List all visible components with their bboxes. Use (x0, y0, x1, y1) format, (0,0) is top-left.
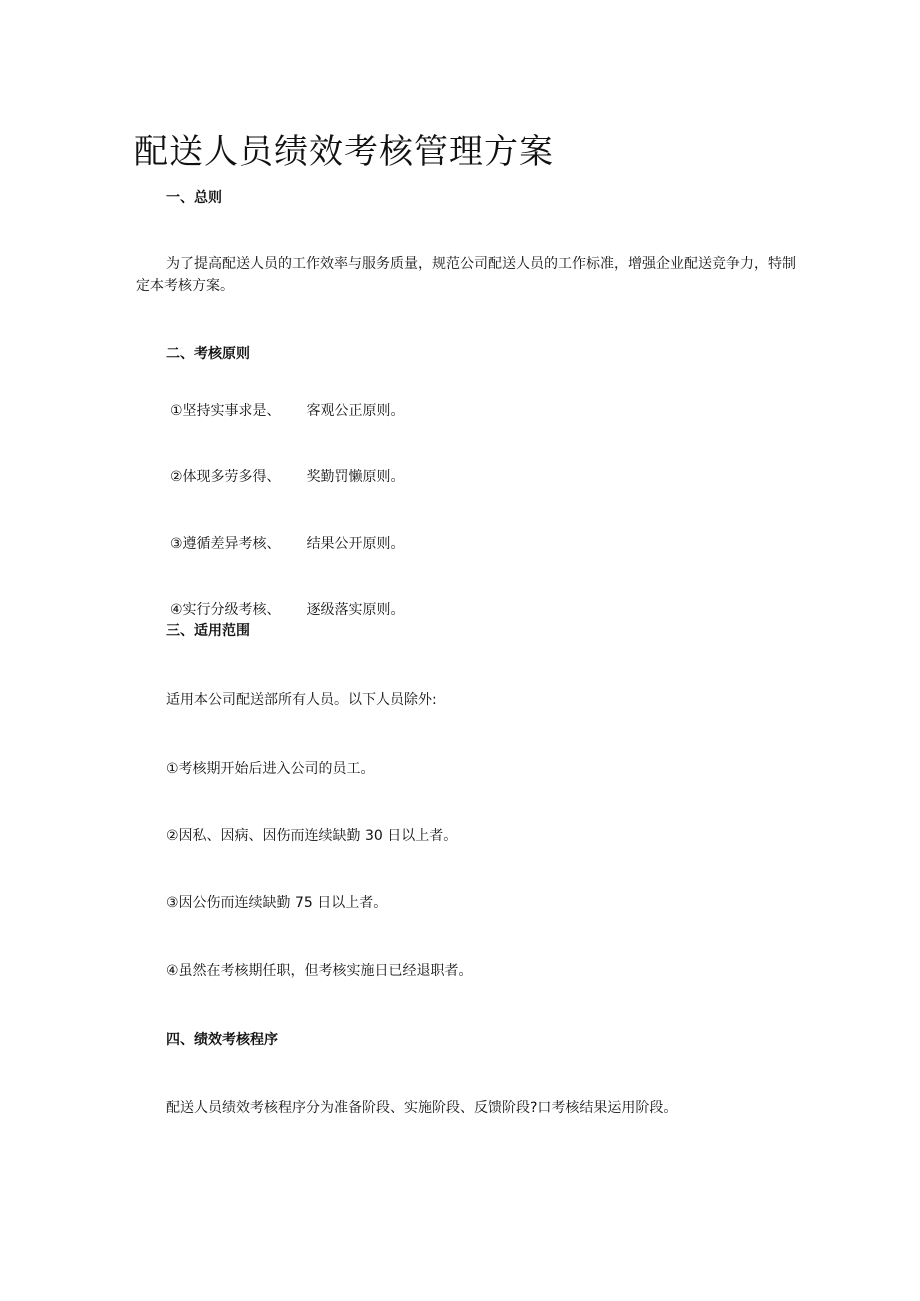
principle-item (170, 533, 405, 553)
section-paragraph-general: 为了提高配送人员的工作效率与服务质量，规范公司配送人员的工作标准，增强企业配送竞争力，特制定本考核方案。 (136, 256, 796, 294)
principle-item-part-a: ①坚持实事求是、 (170, 403, 281, 419)
principle-item (170, 599, 405, 619)
principle-item-part-b: 结果公开原则。 (306, 536, 405, 552)
principle-item-part-a: ③遵循差异考核、 (170, 536, 281, 552)
document-title: 配送人员绩效考核管理方案 (134, 132, 554, 172)
section-paragraph-procedure: 配送人员绩效考核程序分为准备阶段、实施阶段、反馈阶段?口考核结果运用阶段。 (166, 1100, 678, 1116)
principle-item (170, 400, 405, 420)
scope-exclusion-item: ①考核期开始后进入公司的员工。 (166, 761, 375, 777)
scope-exclusion-item: ②因私、因病、因伤而连续缺勤 30 日以上者。 (166, 828, 458, 844)
section-heading-scope: 三、适用范围 (166, 623, 250, 639)
principle-item-part-b: 逐级落实原则。 (306, 602, 405, 618)
principle-item-part-b: 客观公正原则。 (306, 403, 405, 419)
principle-item-part-b: 奖勤罚懒原则。 (306, 469, 405, 485)
section-heading-procedure: 四、绩效考核程序 (166, 1032, 278, 1048)
section-heading-principles: 二、考核原则 (166, 346, 250, 362)
principle-item (170, 466, 405, 486)
scope-exclusion-item: ④虽然在考核期任职，但考核实施日已经退职者。 (166, 963, 473, 979)
section-heading-general: 一、总则 (166, 190, 222, 206)
scope-intro: 适用本公司配送部所有人员。以下人员除外: (166, 692, 437, 708)
principle-item-part-a: ②体现多劳多得、 (170, 469, 281, 485)
principle-item-part-a: ④实行分级考核、 (170, 602, 281, 618)
scope-exclusion-item: ③因公伤而连续缺勤 75 日以上者。 (166, 895, 388, 911)
